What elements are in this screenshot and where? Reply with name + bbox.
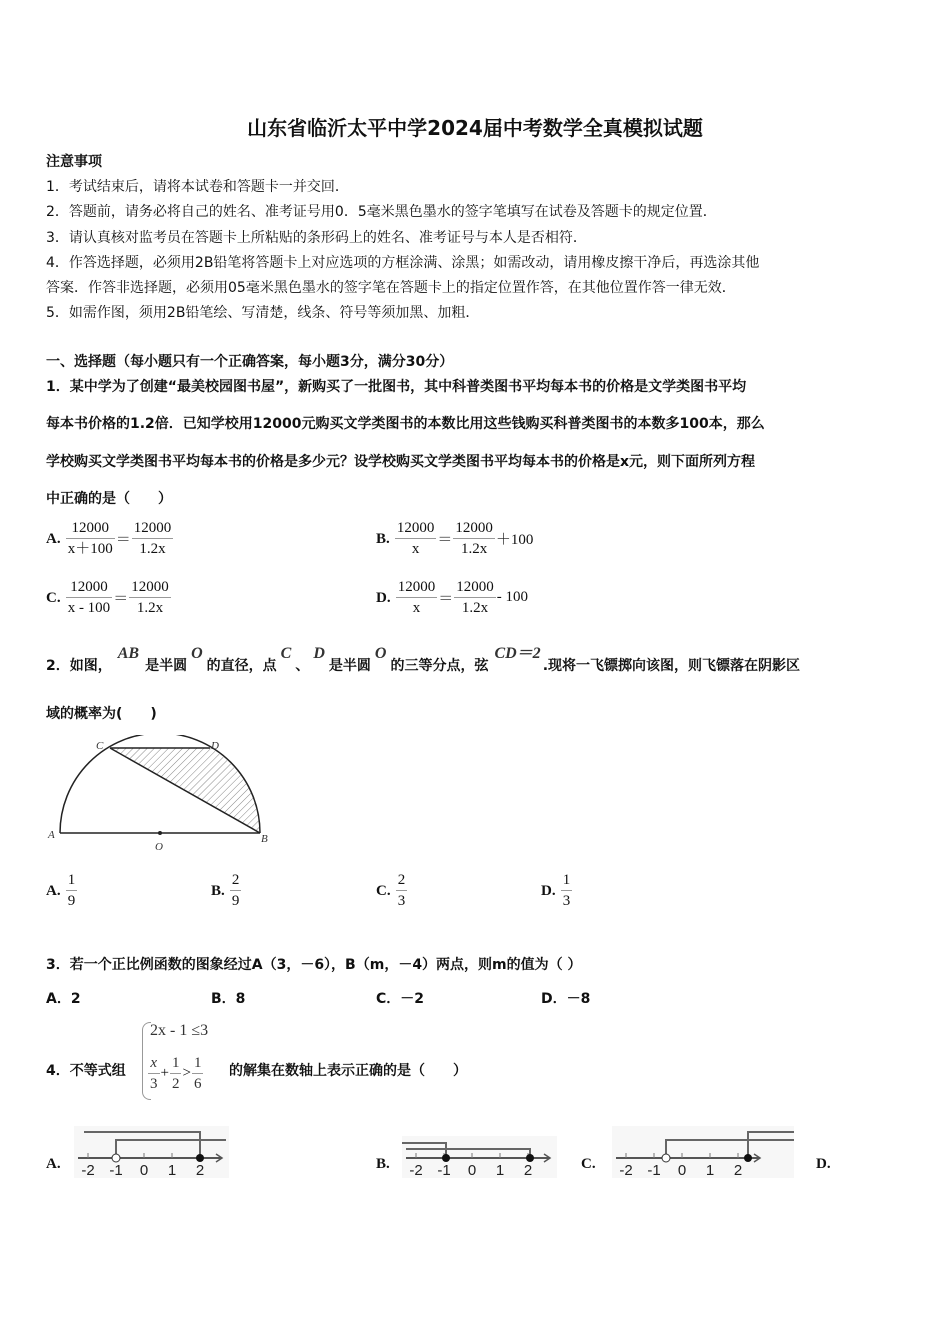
tick-label: -1 <box>437 1162 451 1178</box>
note-item: 5．如需作图，须用2B铅笔绘、写清楚，线条、符号等须加黑、加粗． <box>46 305 480 321</box>
open-point <box>662 1154 670 1162</box>
tick-label: 0 <box>467 1162 477 1178</box>
q4-text-end: 的解集在数轴上表示正确的是（ ） <box>229 1063 467 1079</box>
q4-option-b-label[interactable]: B. <box>376 1156 390 1172</box>
note-item: 4．作答选择题，必须用2B铅笔将答题卡上对应选项的方框涂满、涂黑；如需改动，请用橡皮擦干净后，再选涂其他 <box>46 255 760 271</box>
fraction: $\frac{12000}{1.2x}$ <box>456 579 494 616</box>
q2-text: 2．如图，AB是半圆O的直径，点C、D是半圆O的三等分点，弦CD＝2.现将一飞镖掷向该图，则飞镖落在阴影区 <box>46 645 801 674</box>
fraction: $\frac{12000}{x - 100}$ <box>67 579 111 616</box>
tick-label: -2 <box>619 1162 633 1178</box>
option-label: C. <box>46 590 61 606</box>
q4-option-a-label[interactable]: A. <box>46 1156 61 1172</box>
q1-option-c[interactable]: C. $\frac{12000}{x - 100}$ ＝ $\frac{12000}{1.2x}$ <box>46 579 169 616</box>
number-line-a[interactable] <box>74 1126 229 1178</box>
fraction: $\frac{12000}{1.2x}$ <box>455 520 493 557</box>
tick-label: 0 <box>677 1162 687 1178</box>
section-heading: 一、选择题（每小题只有一个正确答案，每小题3分，满分30分） <box>46 354 454 370</box>
note-item: 1．考试结束后，请将本试卷和答题卡一并交回． <box>46 179 349 195</box>
tick-label: -1 <box>109 1162 123 1178</box>
q3-option-b[interactable]: B．8 <box>211 991 246 1007</box>
q1-option-d[interactable]: D. $\frac{12000}{x}$ ＝ $\frac{12000}{1.2x}$ - 100 <box>376 579 528 616</box>
tick-label: -2 <box>409 1162 423 1178</box>
center-point <box>158 831 162 835</box>
q2-option-a[interactable]: A. $\frac{1}{9}$ <box>46 872 76 909</box>
option-label: B. <box>376 531 390 547</box>
tick-label: 0 <box>139 1162 149 1178</box>
tick-label: 2 <box>523 1162 533 1178</box>
tick-label: -1 <box>647 1162 661 1178</box>
fraction: $\frac{12000}{x}$ <box>397 579 436 616</box>
label-o: O <box>155 841 163 853</box>
q1-option-b[interactable]: B. $\frac{12000}{x}$ ＝ $\frac{12000}{1.2x}$ ＋100 <box>376 520 534 557</box>
q3-option-c[interactable]: C．－2 <box>376 991 425 1007</box>
note-item: 答案．作答非选择题，必须用05毫米黑色墨水的签字笔在答题卡上的指定位置作答，在其他位置作答一律无效． <box>46 280 736 296</box>
option-label: D. <box>376 590 391 606</box>
number-line-c[interactable] <box>612 1126 794 1178</box>
q2-option-c[interactable]: C. $\frac{2}{3}$ <box>376 872 406 909</box>
q4-text-start: 4．不等式组 <box>46 1063 126 1079</box>
q1-text: 中正确的是（ ） <box>46 491 172 507</box>
tick-label: 2 <box>733 1162 743 1178</box>
closed-point <box>196 1154 204 1162</box>
q3-text: 3．若一个正比例函数的图象经过A（3，－6），B（m，－4）两点，则m的值为（ ） <box>46 957 582 973</box>
closed-point <box>744 1154 752 1162</box>
number-line-b[interactable] <box>402 1136 557 1178</box>
note-item: 3．请认真核对监考员在答题卡上所粘贴的条形码上的姓名、准考证号与本人是否相符． <box>46 230 587 246</box>
tick-label: 1 <box>167 1162 177 1178</box>
q3-option-d[interactable]: D．－8 <box>541 991 591 1007</box>
page-title: 山东省临沂太平中学2024届中考数学全真模拟试题 <box>247 116 703 140</box>
q2-option-d[interactable]: D. $\frac{1}{3}$ <box>541 872 571 909</box>
label-c: C <box>96 740 104 752</box>
q3-option-a[interactable]: A．2 <box>46 991 81 1007</box>
inequality-1: 2x - 1 ≤3 <box>150 1022 209 1039</box>
q1-option-a[interactable]: A. $\frac{12000}{x+100}$ ＝ $\frac{12000}{1.2x}$ <box>46 520 172 557</box>
number-line-bg <box>74 1126 229 1178</box>
fraction: $\frac{12000}{x}$ <box>396 520 435 557</box>
tick-label: 1 <box>495 1162 505 1178</box>
label-d: D <box>211 740 219 752</box>
inequality-2: $\frac{x}{3}$ + $\frac{1}{2}$ > $\frac{1}{6}$ <box>150 1055 202 1092</box>
q1-text: 1．某中学为了创建“最美校园图书屋”，新购买了一批图书，其中科普类图书平均每本书的价格是文学类图书平均 <box>46 379 747 395</box>
label-a: A <box>48 829 55 841</box>
q1-text: 每本书价格的1.2倍．已知学校用12000元购买文学类图书的本数比用这些钱购买科普类图书的本数多100本，那么 <box>46 416 765 432</box>
fraction: $\frac{12000}{1.2x}$ <box>131 579 169 616</box>
option-label: A. <box>46 531 61 547</box>
closed-point <box>442 1154 450 1162</box>
note-item: 2．答题前，请务必将自己的姓名、准考证号用0．5毫米黑色墨水的签字笔填写在试卷及答题卡的规定位置． <box>46 204 717 220</box>
q2-text: 域的概率为( ) <box>46 706 157 722</box>
number-line-bg <box>612 1126 794 1178</box>
open-point <box>112 1154 120 1162</box>
tick-label: 2 <box>195 1162 205 1178</box>
semicircle-figure <box>40 735 280 860</box>
tick-label: 1 <box>705 1162 715 1178</box>
q4-option-c-label[interactable]: C. <box>581 1156 596 1172</box>
fraction: $\frac{12000}{1.2x}$ <box>133 520 172 557</box>
fraction: $\frac{12000}{x+100}$ <box>67 520 113 557</box>
tick-label: -2 <box>81 1162 95 1178</box>
q4-option-d-label[interactable]: D. <box>816 1156 831 1172</box>
notes-heading: 注意事项 <box>46 154 102 170</box>
q2-option-b[interactable]: B. $\frac{2}{9}$ <box>211 872 240 909</box>
q1-text: 学校购买文学类图书平均每本书的价格是多少元？设学校购买文学类图书平均每本书的价格是x元，则下面所列方程 <box>46 454 756 470</box>
label-b: B <box>261 833 268 845</box>
closed-point <box>526 1154 534 1162</box>
